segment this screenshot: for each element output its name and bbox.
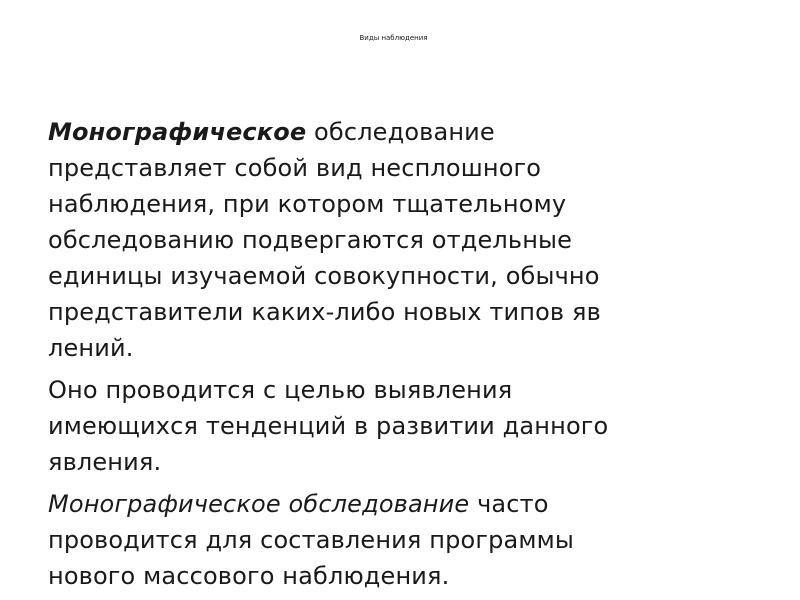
paragraph-text: часто: [469, 490, 549, 518]
emphasis-term: Монографическое обследование: [48, 490, 470, 518]
paragraph-line: единицы изучаемой совокупности, обычно: [48, 262, 600, 290]
paragraph-line: обследованию подвергаются отдельные: [48, 226, 573, 254]
paragraph-line: имеющихся тенденций в развитии данного: [48, 412, 609, 440]
paragraph-text: обследование: [306, 118, 495, 146]
paragraph-purpose: [48, 372, 768, 480]
paragraph-line: представители каких-либо новых типов яв: [48, 298, 601, 326]
slide-title: Виды наблюдения: [359, 34, 428, 42]
paragraph-line: лений.: [48, 334, 134, 362]
emphasis-term: Монографическое: [48, 118, 307, 146]
paragraph-definition: [48, 114, 768, 366]
paragraph-line: представляет собой вид несплошного: [48, 154, 542, 182]
paragraph-line: Оно проводится с целью выявления: [48, 376, 513, 404]
paragraph-line: проводится для составления программы: [48, 526, 574, 554]
slide-body: [48, 114, 768, 600]
paragraph-line: наблюдения, при котором тщательному: [48, 190, 567, 218]
paragraph-line: нового массового наблюдения.: [48, 562, 450, 590]
paragraph-line: явления.: [48, 448, 162, 476]
paragraph-usage: [48, 486, 768, 594]
